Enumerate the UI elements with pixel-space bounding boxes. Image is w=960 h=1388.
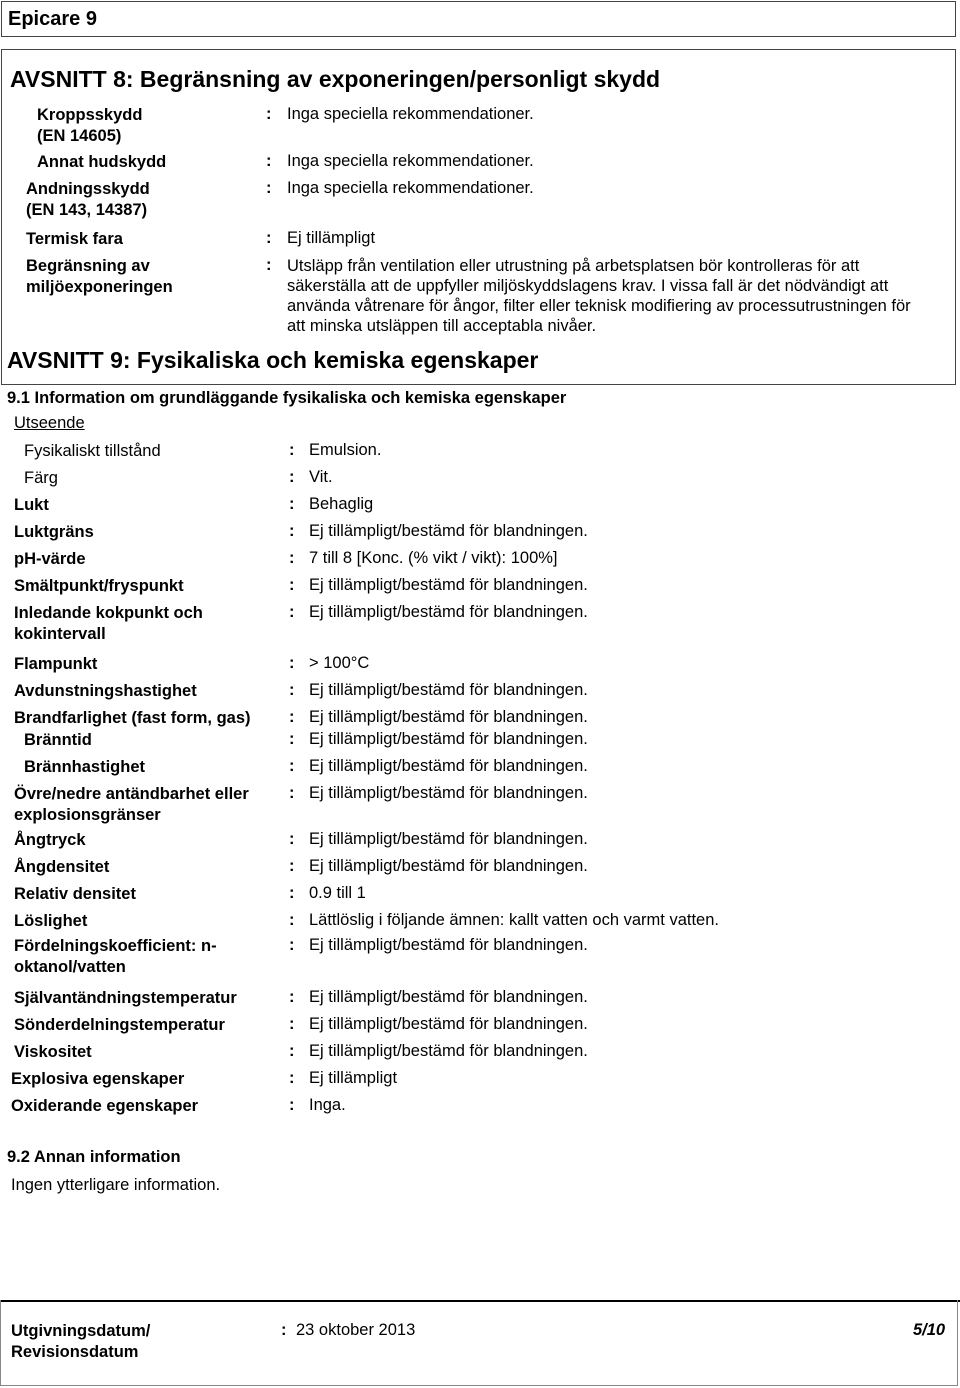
property-value: Ej tillämpligt/bestämd för blandningen. bbox=[309, 576, 588, 594]
property-colon: : bbox=[289, 857, 295, 875]
property-value: Ej tillämpligt/bestämd för blandningen. bbox=[309, 708, 588, 726]
property-colon: : bbox=[289, 1042, 295, 1060]
section-8-label: Kroppsskydd (EN 14605) bbox=[37, 106, 143, 145]
section-8-value: Inga speciella rekommendationer. bbox=[287, 152, 534, 170]
section-8-label: Termisk fara bbox=[26, 230, 123, 248]
property-label: Fysikaliskt tillstånd bbox=[24, 442, 161, 460]
property-value: > 100°C bbox=[309, 654, 370, 672]
section-8-label: Begränsning av miljöexponeringen bbox=[26, 257, 173, 296]
property-label: Fördelningskoefficient: n- oktanol/vatten bbox=[14, 937, 217, 976]
property-value: Ej tillämpligt/bestämd för blandningen. bbox=[309, 784, 588, 802]
property-label: Övre/nedre antändbarhet eller explosionsgränser bbox=[14, 785, 249, 824]
subsection-9-2-heading: 9.2 Annan information bbox=[7, 1148, 181, 1166]
property-colon: : bbox=[289, 468, 295, 486]
property-label: Brännhastighet bbox=[24, 758, 146, 776]
section-8-value: Inga speciella rekommendationer. bbox=[287, 179, 534, 197]
property-label: Sönderdelningstemperatur bbox=[14, 1016, 225, 1034]
property-value: Behaglig bbox=[309, 495, 374, 513]
section-8-colon: : bbox=[266, 256, 272, 274]
property-label: Relativ densitet bbox=[14, 885, 136, 903]
property-colon: : bbox=[289, 988, 295, 1006]
section-8-value: Utsläpp från ventilation eller utrustning på arbetsplatsen bör kontrolleras för att säkerställa att de uppfyller miljöskyddslagens krav. I vissa fall är det nödvändigt att använda våtrenare för ångor, filter eller teknisk modifiering av processutrustningen för att minska utsläppen till acceptabla nivåer. bbox=[287, 257, 911, 335]
property-label: Inledande kokpunkt och kokintervall bbox=[14, 604, 203, 643]
document-title: Epicare 9 bbox=[8, 8, 97, 30]
property-colon: : bbox=[289, 441, 295, 459]
property-colon: : bbox=[289, 936, 295, 954]
footer-date-label: Utgivningsdatum/ Revisionsdatum bbox=[11, 1322, 151, 1361]
property-colon: : bbox=[289, 757, 295, 775]
page-number: 5/10 bbox=[913, 1321, 946, 1339]
property-label: Viskositet bbox=[14, 1043, 92, 1061]
property-value: Lättlöslig i följande ämnen: kallt vatten och varmt vatten. bbox=[309, 911, 719, 929]
property-colon: : bbox=[289, 549, 295, 567]
property-colon: : bbox=[289, 681, 295, 699]
property-label: Ångtryck bbox=[14, 831, 86, 849]
property-label: Ångdensitet bbox=[14, 858, 110, 876]
section-8-heading: AVSNITT 8: Begränsning av exponeringen/personligt skydd bbox=[10, 66, 661, 92]
property-label: Lukt bbox=[14, 496, 49, 514]
section-8-value: Inga speciella rekommendationer. bbox=[287, 105, 534, 123]
property-value: Ej tillämpligt/bestämd för blandningen. bbox=[309, 730, 588, 748]
property-colon: : bbox=[289, 1069, 295, 1087]
property-value: Ej tillämpligt/bestämd för blandningen. bbox=[309, 757, 588, 775]
property-colon: : bbox=[289, 495, 295, 513]
section-8-label: Andningsskydd (EN 143, 14387) bbox=[26, 180, 150, 219]
title-bar bbox=[1, 1, 956, 37]
property-colon: : bbox=[289, 522, 295, 540]
property-colon: : bbox=[289, 576, 295, 594]
property-value: 7 till 8 [Konc. (% vikt / vikt): 100%] bbox=[309, 549, 558, 567]
property-label: pH-värde bbox=[14, 550, 86, 568]
property-value: Ej tillämpligt/bestämd för blandningen. bbox=[309, 522, 588, 540]
property-value: Ej tillämpligt/bestämd för blandningen. bbox=[309, 936, 588, 954]
property-value: Ej tillämpligt bbox=[309, 1069, 398, 1087]
property-label: Avdunstningshastighet bbox=[14, 682, 197, 700]
appearance-heading: Utseende bbox=[14, 414, 85, 432]
property-value: Ej tillämpligt/bestämd för blandningen. bbox=[309, 988, 588, 1006]
section-8-colon: : bbox=[266, 152, 272, 170]
property-label: Brandfarlighet (fast form, gas) bbox=[14, 709, 251, 727]
property-label: Flampunkt bbox=[14, 655, 98, 673]
property-value: Ej tillämpligt/bestämd för blandningen. bbox=[309, 603, 588, 621]
section-8-colon: : bbox=[266, 105, 272, 123]
footer-date-value: 23 oktober 2013 bbox=[296, 1321, 416, 1339]
property-value: Ej tillämpligt/bestämd för blandningen. bbox=[309, 1015, 588, 1033]
property-label: Oxiderande egenskaper bbox=[11, 1097, 199, 1115]
section-8-value: Ej tillämpligt bbox=[287, 229, 376, 247]
property-label: Löslighet bbox=[14, 912, 88, 930]
property-colon: : bbox=[289, 603, 295, 621]
property-value: 0.9 till 1 bbox=[309, 884, 366, 902]
property-label: Färg bbox=[24, 469, 58, 487]
section-8-label: Annat hudskydd bbox=[37, 153, 167, 171]
footer-colon: : bbox=[281, 1321, 287, 1339]
section-8-colon: : bbox=[266, 179, 272, 197]
property-colon: : bbox=[289, 654, 295, 672]
property-colon: : bbox=[289, 884, 295, 902]
property-colon: : bbox=[289, 708, 295, 726]
section-8-colon: : bbox=[266, 229, 272, 247]
property-colon: : bbox=[289, 784, 295, 802]
property-value: Ej tillämpligt/bestämd för blandningen. bbox=[309, 1042, 588, 1060]
property-label: Självantändningstemperatur bbox=[14, 989, 237, 1007]
property-colon: : bbox=[289, 830, 295, 848]
property-value: Inga. bbox=[309, 1096, 346, 1114]
property-label: Bränntid bbox=[24, 731, 92, 749]
property-label: Luktgräns bbox=[14, 523, 94, 541]
property-colon: : bbox=[289, 730, 295, 748]
property-label: Explosiva egenskaper bbox=[11, 1070, 185, 1088]
property-label: Smältpunkt/fryspunkt bbox=[14, 577, 184, 595]
property-colon: : bbox=[289, 911, 295, 929]
property-colon: : bbox=[289, 1096, 295, 1114]
property-value: Ej tillämpligt/bestämd för blandningen. bbox=[309, 857, 588, 875]
section-9-heading: AVSNITT 9: Fysikaliska och kemiska egenskaper bbox=[7, 347, 539, 373]
subsection-9-1-heading: 9.1 Information om grundläggande fysikaliska och kemiska egenskaper bbox=[7, 389, 567, 407]
property-value: Ej tillämpligt/bestämd för blandningen. bbox=[309, 681, 588, 699]
property-value: Emulsion. bbox=[309, 441, 382, 459]
property-value: Ej tillämpligt/bestämd för blandningen. bbox=[309, 830, 588, 848]
other-information-text: Ingen ytterligare information. bbox=[11, 1176, 221, 1194]
property-colon: : bbox=[289, 1015, 295, 1033]
property-value: Vit. bbox=[309, 468, 333, 486]
